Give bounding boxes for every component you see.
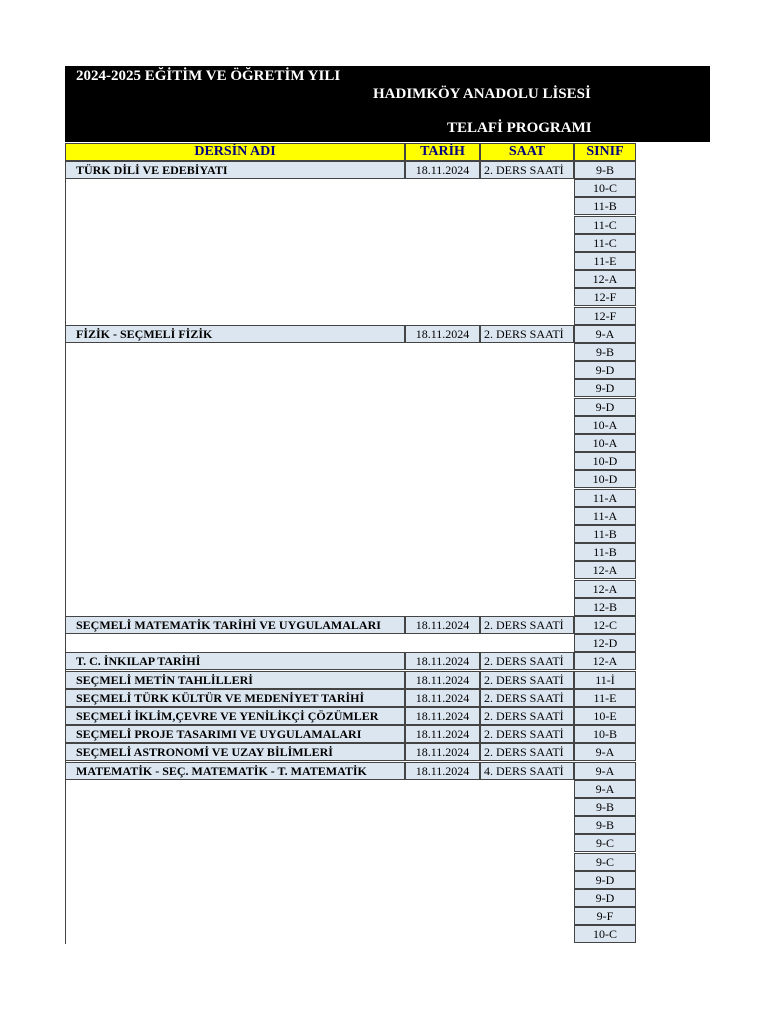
program-title: TELAFİ PROGRAMI [447, 120, 592, 136]
cell-sinif: 10-D [574, 452, 636, 470]
cell-saat: 2. DERS SAATİ [480, 671, 574, 689]
column-header-ders: DERSİN ADI [65, 143, 405, 161]
cell-ders: TÜRK DİLİ VE EDEBİYATI [65, 161, 405, 179]
cell-tarih: 18.11.2024 [405, 161, 480, 179]
cell-sinif: 9-A [574, 325, 636, 343]
column-header-tarih: TARİH [405, 143, 480, 161]
cell-sinif: 11-A [574, 507, 636, 525]
cell-sinif: 9-B [574, 161, 636, 179]
column-header-sinif: SINIF [574, 143, 636, 161]
school-name: HADIMKÖY ANADOLU LİSESİ [373, 86, 591, 102]
cell-sinif: 9-D [574, 361, 636, 379]
cell-sinif: 10-E [574, 707, 636, 725]
cell-tarih: 18.11.2024 [405, 325, 480, 343]
cell-sinif: 12-A [574, 580, 636, 598]
cell-saat: 2. DERS SAATİ [480, 743, 574, 761]
cell-sinif: 12-F [574, 307, 636, 325]
cell-sinif: 10-A [574, 416, 636, 434]
cell-sinif: 11-İ [574, 671, 636, 689]
table-left-border [65, 161, 66, 944]
cell-saat: 2. DERS SAATİ [480, 161, 574, 179]
cell-ders: SEÇMELİ ASTRONOMİ VE UZAY BİLİMLERİ [65, 743, 405, 761]
cell-sinif: 9-D [574, 871, 636, 889]
cell-tarih: 18.11.2024 [405, 743, 480, 761]
cell-ders: MATEMATİK - SEÇ. MATEMATİK - T. MATEMATİK [65, 762, 405, 780]
cell-sinif: 11-E [574, 689, 636, 707]
cell-saat: 2. DERS SAATİ [480, 689, 574, 707]
cell-sinif: 9-F [574, 907, 636, 925]
cell-tarih: 18.11.2024 [405, 671, 480, 689]
school-year-title: 2024-2025 EĞİTİM VE ÖĞRETİM YILI [76, 68, 341, 84]
cell-sinif: 12-D [574, 634, 636, 652]
cell-sinif: 9-B [574, 798, 636, 816]
cell-tarih: 18.11.2024 [405, 616, 480, 634]
cell-ders: FİZİK - SEÇMELİ FİZİK [65, 325, 405, 343]
cell-sinif: 10-B [574, 725, 636, 743]
cell-sinif: 9-A [574, 743, 636, 761]
cell-ders: SEÇMELİ İKLİM,ÇEVRE VE YENİLİKÇİ ÇÖZÜMLER [65, 707, 405, 725]
cell-sinif: 9-D [574, 889, 636, 907]
cell-ders: SEÇMELİ MATEMATİK TARİHİ VE UYGULAMALARI [65, 616, 405, 634]
cell-sinif: 10-A [574, 434, 636, 452]
cell-saat: 2. DERS SAATİ [480, 707, 574, 725]
cell-sinif: 9-A [574, 780, 636, 798]
cell-sinif: 12-A [574, 270, 636, 288]
cell-sinif: 10-C [574, 179, 636, 197]
cell-sinif: 10-D [574, 470, 636, 488]
cell-sinif: 11-B [574, 543, 636, 561]
cell-sinif: 11-E [574, 252, 636, 270]
cell-sinif: 11-C [574, 216, 636, 234]
cell-tarih: 18.11.2024 [405, 652, 480, 670]
cell-saat: 2. DERS SAATİ [480, 616, 574, 634]
cell-sinif: 9-D [574, 379, 636, 397]
cell-sinif: 12-A [574, 652, 636, 670]
cell-sinif: 11-C [574, 234, 636, 252]
cell-sinif: 9-A [574, 762, 636, 780]
cell-sinif: 11-B [574, 525, 636, 543]
cell-sinif: 12-A [574, 561, 636, 579]
cell-sinif: 10-C [574, 925, 636, 943]
cell-sinif: 11-A [574, 489, 636, 507]
cell-ders: SEÇMELİ PROJE TASARIMI VE UYGULAMALARI [65, 725, 405, 743]
cell-tarih: 18.11.2024 [405, 725, 480, 743]
cell-ders: SEÇMELİ TÜRK KÜLTÜR VE MEDENİYET TARİHİ [65, 689, 405, 707]
cell-sinif: 12-C [574, 616, 636, 634]
column-header-saat: SAAT [480, 143, 574, 161]
cell-sinif: 12-F [574, 288, 636, 306]
cell-sinif: 11-B [574, 197, 636, 215]
cell-saat: 2. DERS SAATİ [480, 652, 574, 670]
cell-tarih: 18.11.2024 [405, 707, 480, 725]
cell-sinif: 9-C [574, 834, 636, 852]
cell-ders: T. C. İNKILAP TARİHİ [65, 652, 405, 670]
cell-saat: 2. DERS SAATİ [480, 325, 574, 343]
cell-tarih: 18.11.2024 [405, 762, 480, 780]
cell-saat: 2. DERS SAATİ [480, 725, 574, 743]
cell-sinif: 9-B [574, 816, 636, 834]
cell-saat: 4. DERS SAATİ [480, 762, 574, 780]
cell-sinif: 9-C [574, 853, 636, 871]
cell-sinif: 12-B [574, 598, 636, 616]
cell-sinif: 9-D [574, 398, 636, 416]
cell-tarih: 18.11.2024 [405, 689, 480, 707]
cell-ders: SEÇMELİ METİN TAHLİLLERİ [65, 671, 405, 689]
cell-sinif: 9-B [574, 343, 636, 361]
page-header [65, 66, 710, 142]
